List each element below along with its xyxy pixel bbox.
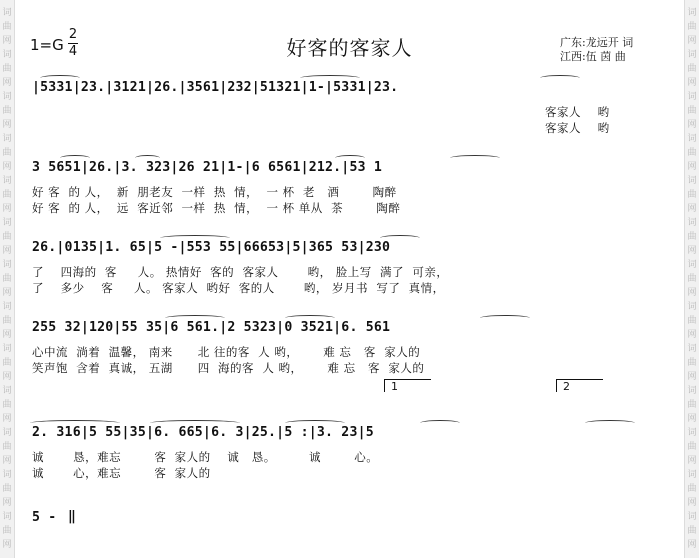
watermark-glyph: 词 — [2, 302, 12, 312]
watermark-glyph: 曲 — [687, 316, 697, 326]
watermark-glyph: 网 — [2, 498, 12, 508]
watermark-glyph: 曲 — [687, 274, 697, 284]
slur — [300, 75, 360, 81]
watermark-glyph: 网 — [687, 456, 697, 466]
notation-line-4: 255 32|120|55 35|6 561.|2 5323|0 3521|6. 561 — [32, 320, 391, 335]
slur — [165, 315, 225, 321]
watermark-glyph: 曲 — [2, 526, 12, 536]
watermark-glyph: 曲 — [2, 232, 12, 242]
watermark-glyph: 网 — [2, 204, 12, 214]
watermark-glyph: 词 — [2, 92, 12, 102]
watermark-glyph: 曲 — [2, 190, 12, 200]
lyricist-credit: 广东:龙远开 词 — [560, 36, 634, 49]
watermark-glyph: 网 — [2, 540, 12, 550]
watermark-glyph: 网 — [2, 414, 12, 424]
second-ending-bracket — [556, 379, 603, 392]
notation-line-1: |5331|23.|3121|26.|3561|232|51321|1-|5331|23. — [32, 80, 399, 95]
slur — [160, 235, 230, 241]
watermark-glyph: 词 — [2, 176, 12, 186]
watermark-glyph: 词 — [2, 512, 12, 522]
watermark-glyph: 曲 — [687, 106, 697, 116]
watermark-glyph: 词 — [2, 470, 12, 480]
watermark-glyph: 网 — [687, 288, 697, 298]
watermark-glyph: 曲 — [687, 358, 697, 368]
watermark-glyph: 词 — [687, 428, 697, 438]
watermark-glyph: 词 — [687, 92, 697, 102]
lyric-line-4-verse-2: 笑声饱 含着 真诚， 五湖 四 海的客 人 哟， 难 忘 客 家人的 — [32, 361, 425, 375]
slur — [380, 235, 420, 241]
watermark-glyph: 词 — [687, 8, 697, 18]
watermark-glyph: 网 — [687, 246, 697, 256]
watermark-glyph: 词 — [2, 260, 12, 270]
watermark-glyph: 曲 — [2, 274, 12, 284]
watermark-glyph: 曲 — [2, 484, 12, 494]
watermark-glyph: 词 — [687, 386, 697, 396]
watermark-glyph: 词 — [687, 260, 697, 270]
watermark-glyph: 曲 — [2, 316, 12, 326]
watermark-glyph: 词 — [2, 344, 12, 354]
notation-line-5: 2. 316|5 55|35|6. 665|6. 3|25.|5 :|3. 23|5 — [32, 425, 374, 440]
slur — [420, 420, 460, 426]
watermark-glyph: 网 — [687, 78, 697, 88]
slur — [40, 75, 80, 81]
lyric-line-2-verse-2: 好 客 的 人， 远 客近邻 一样 热 情， 一 杯 单从 茶 陶醉 — [32, 201, 401, 215]
lyric-line-2-verse-1: 好 客 的 人， 新 朋老友 一样 热 情， 一 杯 老 酒 陶醉 — [32, 185, 397, 199]
watermark-glyph: 曲 — [687, 526, 697, 536]
watermark-glyph: 曲 — [687, 232, 697, 242]
watermark-glyph: 网 — [2, 246, 12, 256]
watermark-glyph: 网 — [2, 78, 12, 88]
watermark-glyph: 词 — [2, 218, 12, 228]
watermark-glyph: 网 — [687, 204, 697, 214]
watermark-glyph: 词 — [2, 8, 12, 18]
watermark-glyph: 网 — [2, 120, 12, 130]
meter-bottom: 4 — [68, 44, 78, 59]
slur — [285, 315, 335, 321]
watermark-glyph: 词 — [2, 50, 12, 60]
watermark-glyph: 曲 — [2, 400, 12, 410]
slur — [480, 315, 530, 321]
watermark-glyph: 网 — [2, 456, 12, 466]
watermark-glyph: 词 — [687, 218, 697, 228]
notation-line-2: 3 5651|26.|3. 323|26 21|1-|6 6561|212.|53 1 — [32, 160, 383, 175]
watermark-glyph: 曲 — [2, 106, 12, 116]
slur — [585, 420, 635, 426]
watermark-glyph: 曲 — [2, 148, 12, 158]
watermark-glyph: 网 — [687, 372, 697, 382]
song-title: 好客的客家人 — [286, 36, 413, 60]
slur — [540, 75, 580, 81]
slur — [335, 155, 365, 161]
watermark-glyph: 网 — [687, 540, 697, 550]
lyric-line-3-verse-1: 了 四海的 客 人。 热情好 客的 客家人 哟， 脸上写 满了 可亲， — [32, 265, 449, 279]
watermark-glyph: 网 — [2, 162, 12, 172]
lyric-line-1-verse-2: 客家人 哟 — [545, 121, 610, 135]
watermark-glyph: 词 — [687, 176, 697, 186]
slur — [135, 155, 160, 161]
watermark-glyph: 网 — [687, 120, 697, 130]
lyric-line-4-verse-1: 心中流 淌着 温馨， 南来 北 往的客 人 哟， 难 忘 客 家人的 — [32, 345, 421, 359]
lyric-line-5-verse-2: 诚 心，难忘 客 家人的 — [32, 466, 211, 480]
slur — [60, 155, 90, 161]
final-barline: ‖ — [68, 509, 76, 524]
watermark-glyph: 网 — [2, 36, 12, 46]
watermark-glyph: 网 — [687, 36, 697, 46]
watermark-glyph: 曲 — [687, 400, 697, 410]
watermark-glyph: 词 — [687, 470, 697, 480]
watermark-glyph: 曲 — [687, 190, 697, 200]
watermark-glyph: 词 — [687, 512, 697, 522]
notation-line-3: 26.|0135|1. 65|5 -|553 55|66653|5|365 53|230 — [32, 240, 391, 255]
first-ending-number: 1 — [391, 380, 398, 393]
meter-top: 2 — [68, 27, 78, 42]
slur — [450, 155, 500, 161]
watermark-glyph: 曲 — [687, 484, 697, 494]
watermark-glyph: 网 — [687, 162, 697, 172]
watermark-glyph: 词 — [687, 50, 697, 60]
slur — [30, 420, 120, 426]
watermark-glyph: 网 — [687, 330, 697, 340]
watermark-glyph: 词 — [687, 302, 697, 312]
lyric-line-5-verse-1: 诚 恳，难忘 客 家人的 诚 恳。 诚 心。 — [32, 450, 379, 464]
notation-line-6: 5 - — [32, 510, 57, 525]
composer-credit: 江西:伍 茵 曲 — [560, 50, 626, 63]
watermark-glyph: 曲 — [2, 442, 12, 452]
watermark-glyph: 词 — [2, 386, 12, 396]
key-signature: 1=G — [30, 36, 64, 54]
watermark-glyph: 词 — [687, 344, 697, 354]
lyric-line-3-verse-2: 了 多少 客 人。 客家人 哟好 客的人 哟， 岁月书 写了 真情， — [32, 281, 445, 295]
credits — [560, 36, 633, 64]
watermark-glyph: 网 — [2, 372, 12, 382]
watermark-glyph: 词 — [687, 134, 697, 144]
watermark-glyph: 曲 — [2, 64, 12, 74]
watermark-glyph: 网 — [2, 288, 12, 298]
slur — [150, 420, 240, 426]
watermark-glyph: 词 — [2, 134, 12, 144]
lyric-line-1-verse-1: 客家人 哟 — [545, 105, 610, 119]
first-ending-bracket — [384, 379, 431, 392]
watermark-glyph: 曲 — [687, 22, 697, 32]
watermark-glyph: 网 — [687, 498, 697, 508]
watermark-glyph: 网 — [687, 414, 697, 424]
watermark-glyph: 曲 — [687, 148, 697, 158]
watermark-glyph: 曲 — [687, 442, 697, 452]
slur — [285, 420, 345, 426]
watermark-glyph: 曲 — [2, 22, 12, 32]
watermark-glyph: 曲 — [687, 64, 697, 74]
watermark-glyph: 词 — [2, 428, 12, 438]
watermark-glyph: 网 — [2, 330, 12, 340]
watermark-glyph: 曲 — [2, 358, 12, 368]
second-ending-number: 2 — [563, 380, 570, 393]
